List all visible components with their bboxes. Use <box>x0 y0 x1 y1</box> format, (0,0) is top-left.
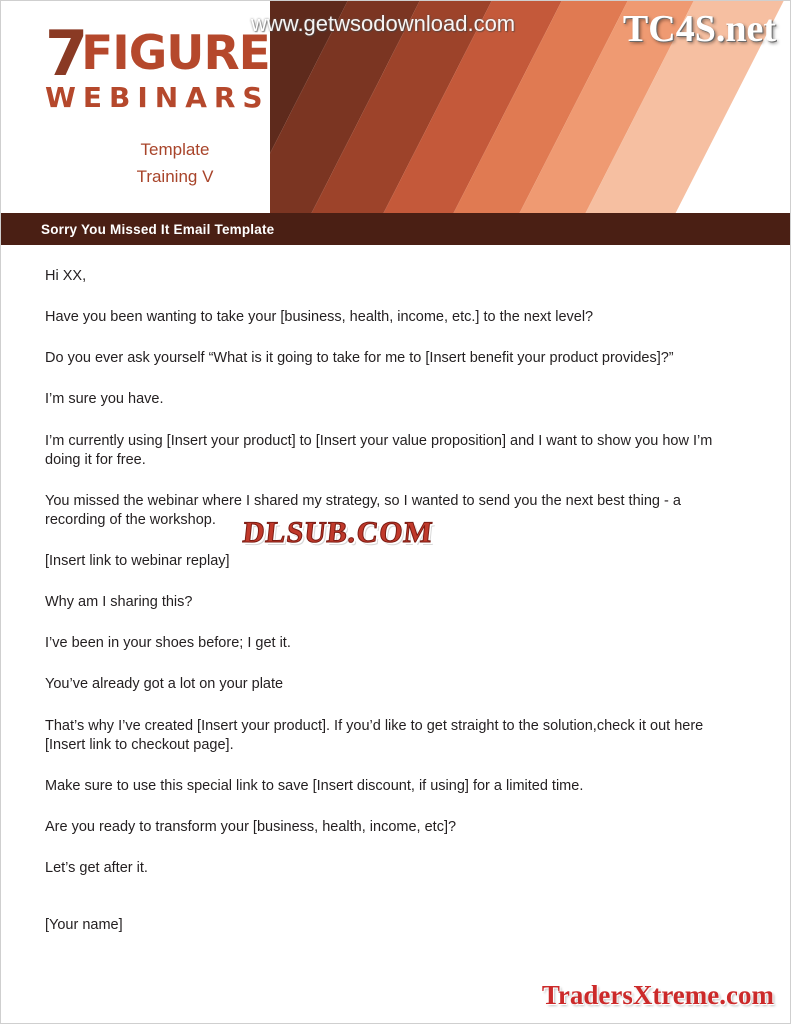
paragraph-4: I’m currently using [Insert your product] to [Insert your value proposition] and I want to show you how I’m doing it for free. <box>45 432 713 468</box>
paragraph-1: Have you been wanting to take your [business, health, income, etc.] to the next level? <box>45 309 594 326</box>
logo-seven: 7 <box>45 17 88 90</box>
logo-figure: FIGURE <box>81 26 270 81</box>
paragraph-8: You’ve already got a lot on your plate <box>45 676 284 693</box>
paragraph-spacer <box>45 900 742 916</box>
logo-subtitle-line1: Template <box>140 140 210 159</box>
paragraph-9: That’s why I’ve created [Insert your product]. If you’d like to get straight to the solution,check it out here [Insert link to checkout page]. <box>45 717 704 753</box>
paragraph-replay-link: [Insert link to webinar replay] <box>45 553 230 569</box>
document-body <box>1 245 790 935</box>
logo-webinars: WEBINARS <box>45 81 270 114</box>
watermark-site-url: www.getwsodownload.com <box>251 11 516 36</box>
paragraph-11: Are you ready to transform your [business, health, income, etc]? <box>45 818 457 835</box>
watermark-tradersxtreme: TradersXtreme.com <box>541 980 774 1010</box>
paragraph-10: Make sure to use this special link to save [Insert discount, if using] for a limited time. <box>45 777 584 794</box>
document-title-bar <box>1 213 790 245</box>
paragraph-signature: [Your name] <box>45 917 123 934</box>
page-title: Sorry You Missed It Email Template <box>41 221 275 237</box>
paragraph-greeting: Hi XX, <box>45 268 87 284</box>
logo-subtitle-line2: Training V <box>136 167 214 187</box>
paragraph-3: I’m sure you have. <box>45 391 164 408</box>
paragraph-7: I’ve been in your shoes before; I get it. <box>45 635 291 652</box>
paragraph-6: Why am I sharing this? <box>45 594 193 611</box>
brand-logo <box>45 17 305 190</box>
paragraph-12: Let’s get after it. <box>45 860 148 876</box>
watermark-dlsub: DLSUB.COM <box>241 516 435 549</box>
logo-subtitle <box>45 136 305 190</box>
page-header <box>1 1 790 213</box>
paragraph-2: Do you ever ask yourself “What is it going to take for me to [Insert benefit your product provides]?” <box>45 350 674 367</box>
paragraph-5: You missed the webinar where I shared my strategy, so I wanted to send you the next best thing - a recording of the workshop. <box>45 492 681 528</box>
watermark-tc4s: TC4S.net <box>622 8 776 50</box>
